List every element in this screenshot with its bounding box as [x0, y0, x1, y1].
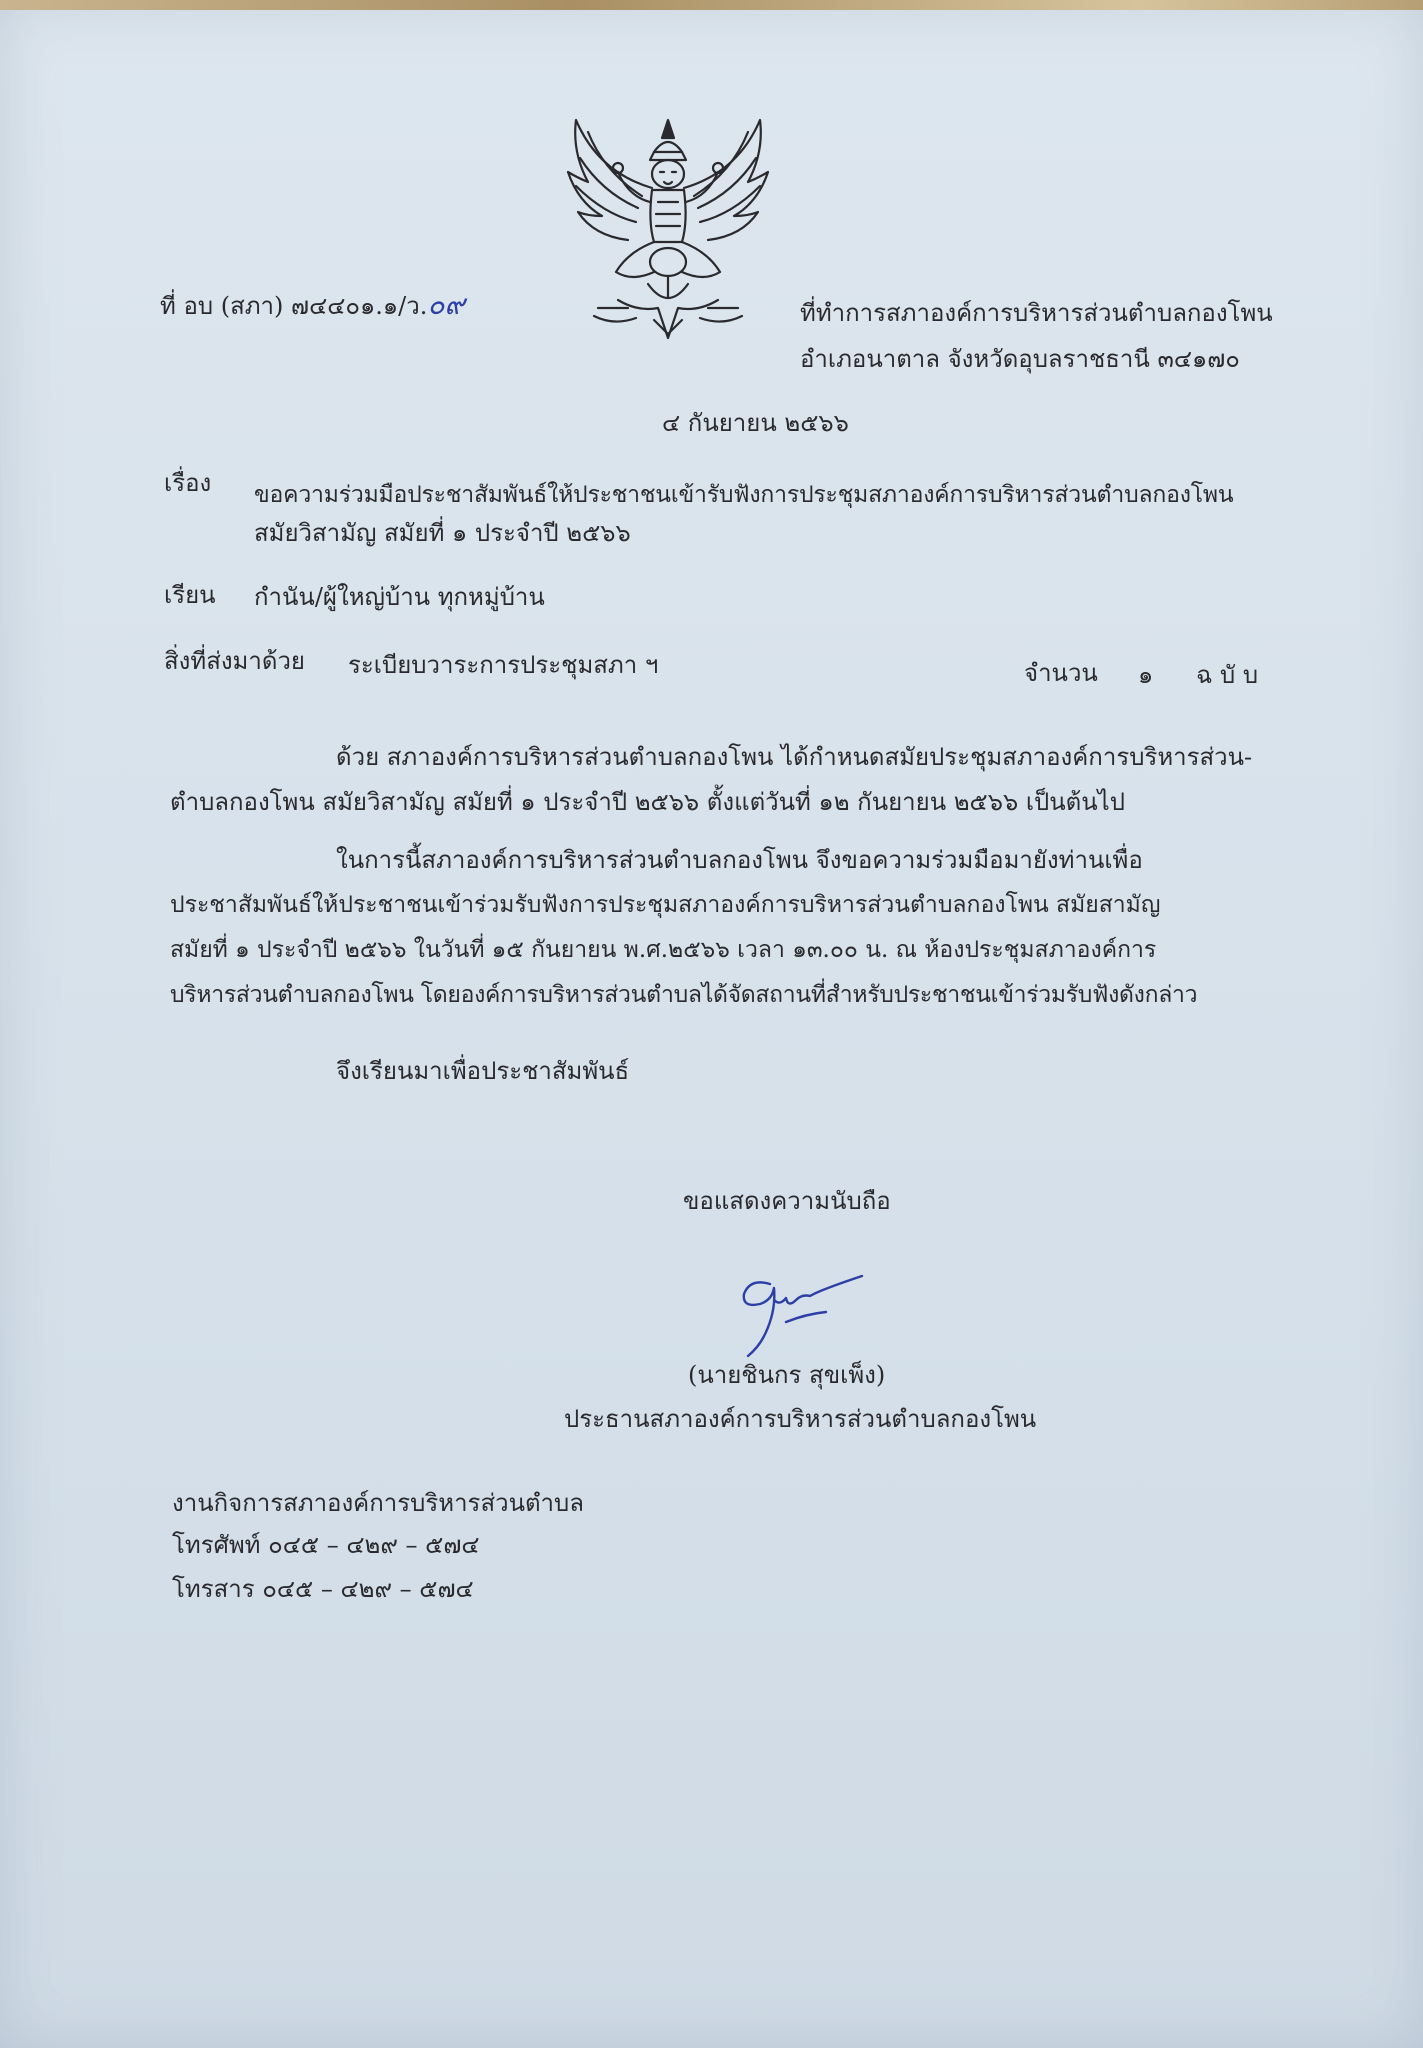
footer-fax: โทรสาร ๐๔๕ – ๔๒๙ – ๕๗๔: [172, 1575, 474, 1603]
body-p2-line2: ประชาสัมพันธ์ให้ประชาชนเข้าร่วมรับฟังการประชุมสภาองค์การบริหารส่วนตำบลกองโพน สมัยสามัญ: [170, 892, 1161, 918]
body-paragraph-1: [170, 735, 1270, 825]
reference-prefix: ที่ อบ (สภา) ๗๔๔๐๑.๑/ว.: [160, 292, 428, 320]
complimentary-close: ขอแสดงความนับถือ: [683, 1187, 891, 1215]
recipient-label: เรียน: [164, 581, 216, 609]
subject-line1: ขอความร่วมมือประชาสัมพันธ์ให้ประชาชนเข้ารับฟังการประชุมสภาองค์การบริหารส่วนตำบลกองโพน: [254, 482, 1234, 508]
body-paragraph-2: [170, 838, 1270, 1018]
desk-edge: [0, 0, 1423, 10]
enclosure-count-label: จำนวน: [1024, 659, 1098, 687]
enclosure-count: ๑: [1138, 661, 1154, 689]
subject-label: เรื่อง: [164, 469, 212, 497]
signatory-position: ประธานสภาองค์การบริหารส่วนตำบลกองโพน: [564, 1405, 1037, 1433]
reference-number: [160, 290, 465, 321]
reference-handwritten-number: ๐๙: [427, 288, 465, 321]
body-p2-line4: บริหารส่วนตำบลกองโพน โดยองค์การบริหารส่วนตำบลได้จัดสถานที่สำหรับประชาชนเข้าร่วมรับฟังดังกล่าว: [170, 982, 1198, 1008]
body-p2-line3: สมัยที่ ๑ ประจำปี ๒๕๖๖ ในวันที่ ๑๕ กันยายน พ.ศ.๒๕๖๖ เวลา ๑๓.๐๐ น. ณ ห้องประชุมสภาองค์การ: [170, 937, 1157, 963]
subject-line2: สมัยวิสามัญ สมัยที่ ๑ ประจำปี ๒๕๖๖: [254, 519, 631, 547]
recipient-value: กำนัน/ผู้ใหญ่บ้าน ทุกหมู่บ้าน: [254, 583, 545, 611]
office-address-line1: ที่ทำการสภาองค์การบริหารส่วนตำบลกองโพน: [800, 299, 1273, 327]
enclosure-value: ระเบียบวาระการประชุมสภา ฯ: [348, 651, 659, 679]
letter-date: ๔ กันยายน ๒๕๖๖: [662, 409, 849, 437]
body-p1-line1: ด้วย สภาองค์การบริหารส่วนตำบลกองโพน ได้กำหนดสมัยประชุมสภาองค์การบริหารส่วน-: [336, 743, 1253, 771]
handwritten-signature-icon: [730, 1270, 870, 1360]
signatory-name: (นายชินกร สุขเพ็ง): [688, 1361, 886, 1389]
enclosure-label: สิ่งที่ส่งมาด้วย: [164, 647, 305, 675]
closing-request: จึงเรียนมาเพื่อประชาสัมพันธ์: [336, 1057, 630, 1085]
body-p1-line2: ตำบลกองโพน สมัยวิสามัญ สมัยที่ ๑ ประจำปี ๒๕๖๖ ตั้งแต่วันที่ ๑๒ กันยายน ๒๕๖๖ เป็นต้นไป: [170, 788, 1125, 816]
office-address-line2: อำเภอนาตาล จังหวัดอุบลราชธานี ๓๔๑๗๐: [800, 345, 1240, 373]
garuda-emblem-icon: [558, 112, 778, 344]
enclosure-unit: ฉ บั บ: [1196, 661, 1259, 689]
footer-phone: โทรศัพท์ ๐๔๕ – ๔๒๙ – ๕๗๔: [172, 1531, 480, 1559]
footer-department: งานกิจการสภาองค์การบริหารส่วนตำบล: [172, 1489, 584, 1517]
body-p2-line1: ในการนี้สภาองค์การบริหารส่วนตำบลกองโพน จึงขอความร่วมมือมายังท่านเพื่อ: [336, 846, 1143, 874]
